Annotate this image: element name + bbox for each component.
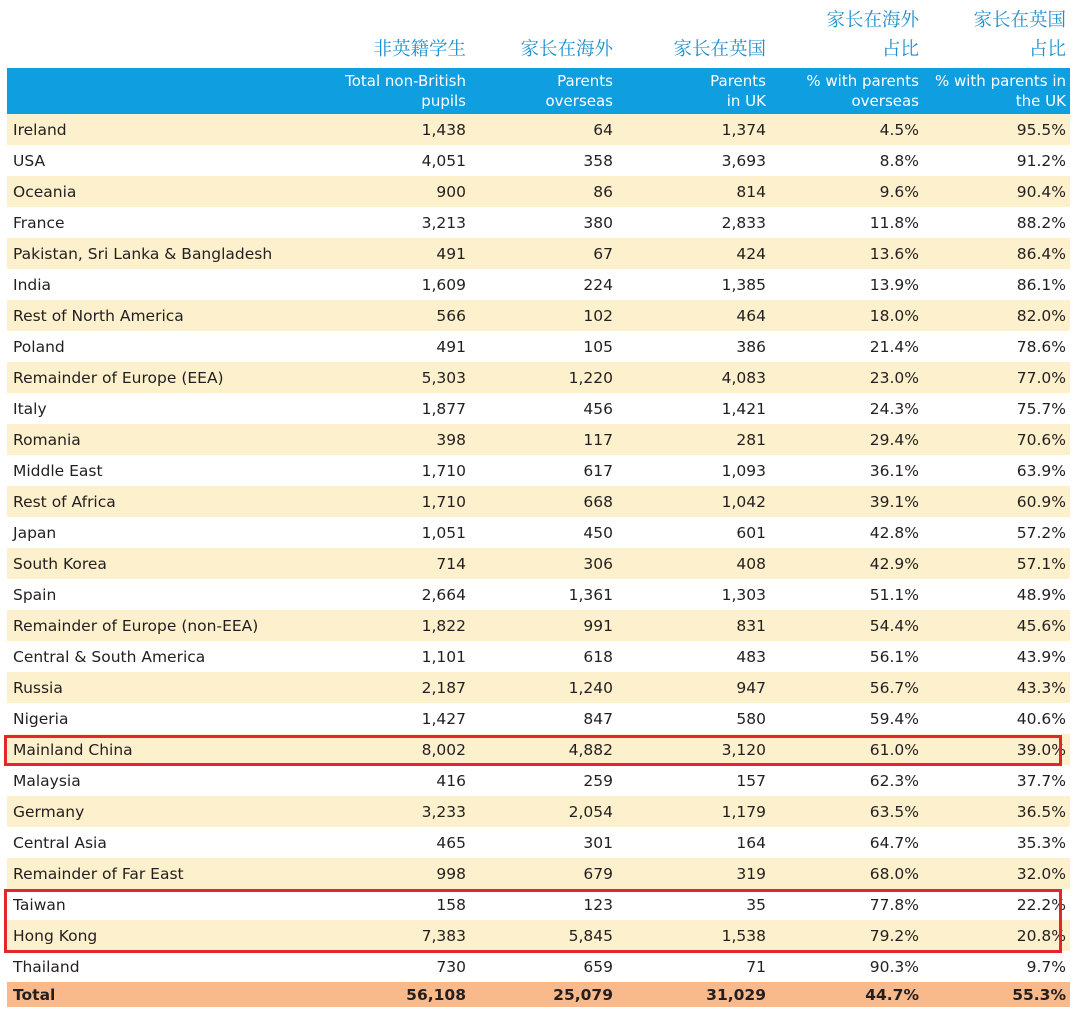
row-name: Germany <box>13 802 85 821</box>
row-pct-overseas: 8.8% <box>879 151 919 170</box>
row-pct-uk: 90.4% <box>1016 182 1066 201</box>
row-uk: 1,179 <box>721 802 766 821</box>
table-body <box>7 114 1070 982</box>
row-uk: 947 <box>736 678 766 697</box>
row-name: Malaysia <box>13 771 81 790</box>
row-uk: 831 <box>736 616 766 635</box>
row-uk: 71 <box>746 957 766 976</box>
row-uk: 408 <box>736 554 766 573</box>
row-overseas: 224 <box>583 275 613 294</box>
row-total: 465 <box>436 833 466 852</box>
row-pct-uk: 48.9% <box>1016 585 1066 604</box>
row-overseas: 668 <box>583 492 613 511</box>
row-name: Middle East <box>13 461 103 480</box>
table-row <box>7 610 1070 641</box>
row-overseas: 450 <box>583 523 613 542</box>
row-total: 1,609 <box>421 275 466 294</box>
row-pct-overseas: 62.3% <box>869 771 919 790</box>
table-row <box>7 765 1070 796</box>
row-uk: 3,693 <box>721 151 766 170</box>
row-total: 1,877 <box>421 399 466 418</box>
row-total: 1,101 <box>421 647 466 666</box>
row-name: Remainder of Europe (non-EEA) <box>13 616 259 635</box>
row-pct-overseas: 61.0% <box>869 740 919 759</box>
table-row <box>7 486 1070 517</box>
row-total: 7,383 <box>421 926 466 945</box>
row-pct-overseas: 64.7% <box>869 833 919 852</box>
table-row <box>7 858 1070 889</box>
row-name: Remainder of Far East <box>13 864 184 883</box>
row-uk: 601 <box>736 523 766 542</box>
row-pct-uk: 57.2% <box>1016 523 1066 542</box>
total-label: Total <box>13 985 56 1004</box>
row-name: Rest of Africa <box>13 492 116 511</box>
row-total: 1,051 <box>421 523 466 542</box>
row-uk: 3,120 <box>721 740 766 759</box>
row-pct-uk: 63.9% <box>1016 461 1066 480</box>
row-name: Remainder of Europe (EEA) <box>13 368 224 387</box>
row-name: Oceania <box>13 182 77 201</box>
row-pct-uk: 20.8% <box>1016 926 1066 945</box>
row-overseas: 306 <box>583 554 613 573</box>
row-overseas: 358 <box>583 151 613 170</box>
total-pct-uk: 55.3% <box>1012 985 1066 1004</box>
table-row <box>7 207 1070 238</box>
row-pct-uk: 35.3% <box>1016 833 1066 852</box>
row-total: 4,051 <box>421 151 466 170</box>
table-row <box>7 455 1070 486</box>
row-total: 3,233 <box>421 802 466 821</box>
row-total: 1,710 <box>421 461 466 480</box>
chinese-header-row <box>7 0 1070 68</box>
row-pct-uk: 75.7% <box>1016 399 1066 418</box>
table-row <box>7 889 1070 920</box>
row-overseas: 123 <box>583 895 613 914</box>
en-header-uk: Parents in UK <box>710 72 766 110</box>
table-row <box>7 951 1070 982</box>
row-total: 900 <box>436 182 466 201</box>
row-pct-overseas: 59.4% <box>869 709 919 728</box>
row-overseas: 380 <box>583 213 613 232</box>
row-overseas: 618 <box>583 647 613 666</box>
row-total: 491 <box>436 337 466 356</box>
table-row <box>7 672 1070 703</box>
row-pct-uk: 78.6% <box>1016 337 1066 356</box>
row-uk: 35 <box>746 895 766 914</box>
table-row <box>7 827 1070 858</box>
row-overseas: 2,054 <box>568 802 613 821</box>
row-pct-overseas: 90.3% <box>869 957 919 976</box>
row-total: 5,303 <box>421 368 466 387</box>
row-pct-uk: 88.2% <box>1016 213 1066 232</box>
row-name: Spain <box>13 585 57 604</box>
row-name: Pakistan, Sri Lanka & Bangladesh <box>13 244 273 263</box>
row-name: Mainland China <box>13 740 133 759</box>
row-overseas: 1,361 <box>568 585 613 604</box>
row-overseas: 617 <box>583 461 613 480</box>
row-uk: 4,083 <box>721 368 766 387</box>
row-total: 398 <box>436 430 466 449</box>
row-total: 566 <box>436 306 466 325</box>
pupils-table <box>7 0 1070 1007</box>
row-pct-overseas: 9.6% <box>879 182 919 201</box>
row-overseas: 4,882 <box>568 740 613 759</box>
row-uk: 157 <box>736 771 766 790</box>
row-uk: 281 <box>736 430 766 449</box>
row-pct-uk: 60.9% <box>1016 492 1066 511</box>
row-pct-overseas: 39.1% <box>869 492 919 511</box>
row-pct-overseas: 23.0% <box>869 368 919 387</box>
row-pct-uk: 95.5% <box>1016 120 1066 139</box>
en-header-total: Total non-British pupils <box>345 72 466 110</box>
row-pct-overseas: 79.2% <box>869 926 919 945</box>
row-pct-overseas: 63.5% <box>869 802 919 821</box>
row-name: Central Asia <box>13 833 107 852</box>
row-pct-uk: 82.0% <box>1016 306 1066 325</box>
row-total: 2,187 <box>421 678 466 697</box>
en-header-pct-uk: % with parents in the UK <box>934 72 1066 110</box>
table-row <box>7 796 1070 827</box>
row-name: France <box>13 213 65 232</box>
row-overseas: 86 <box>593 182 613 201</box>
table-row <box>7 703 1070 734</box>
row-uk: 1,421 <box>721 399 766 418</box>
row-pct-uk: 45.6% <box>1016 616 1066 635</box>
row-overseas: 679 <box>583 864 613 883</box>
total-pct-overseas: 44.7% <box>865 985 919 1004</box>
row-pct-uk: 70.6% <box>1016 430 1066 449</box>
row-name: Japan <box>13 523 57 542</box>
row-pct-overseas: 51.1% <box>869 585 919 604</box>
row-pct-overseas: 11.8% <box>869 213 919 232</box>
row-total: 158 <box>436 895 466 914</box>
row-name: Rest of North America <box>13 306 184 325</box>
table-row <box>7 393 1070 424</box>
row-total: 1,427 <box>421 709 466 728</box>
total-overseas: 25,079 <box>553 985 613 1004</box>
row-uk: 580 <box>736 709 766 728</box>
row-name: Central & South America <box>13 647 206 666</box>
cn-header-pct-uk: 家长在英国 占比 <box>973 10 1066 60</box>
row-overseas: 67 <box>593 244 613 263</box>
row-name: Ireland <box>13 120 67 139</box>
row-total: 998 <box>436 864 466 883</box>
cn-header-uk: 家长在英国 <box>673 39 766 60</box>
row-pct-overseas: 56.1% <box>869 647 919 666</box>
row-name: Russia <box>13 678 63 697</box>
row-name: Poland <box>13 337 65 356</box>
table-row <box>7 641 1070 672</box>
table-row <box>7 331 1070 362</box>
row-total: 416 <box>436 771 466 790</box>
row-pct-overseas: 4.5% <box>879 120 919 139</box>
row-pct-uk: 9.7% <box>1026 957 1066 976</box>
row-uk: 483 <box>736 647 766 666</box>
row-total: 491 <box>436 244 466 263</box>
table-row <box>7 300 1070 331</box>
row-total: 8,002 <box>421 740 466 759</box>
row-uk: 464 <box>736 306 766 325</box>
row-total: 1,710 <box>421 492 466 511</box>
row-total: 714 <box>436 554 466 573</box>
row-name: India <box>13 275 52 294</box>
row-overseas: 1,240 <box>568 678 613 697</box>
row-overseas: 301 <box>583 833 613 852</box>
row-name: South Korea <box>13 554 107 573</box>
row-total: 730 <box>436 957 466 976</box>
row-overseas: 259 <box>583 771 613 790</box>
row-pct-overseas: 13.6% <box>869 244 919 263</box>
row-pct-overseas: 13.9% <box>869 275 919 294</box>
row-pct-uk: 37.7% <box>1016 771 1066 790</box>
row-pct-uk: 43.9% <box>1016 647 1066 666</box>
table-row <box>7 114 1070 145</box>
row-name: Taiwan <box>13 895 66 914</box>
en-header-pct-overseas: % with parents overseas <box>806 72 919 110</box>
row-pct-uk: 86.4% <box>1016 244 1066 263</box>
english-header-row <box>7 68 1070 114</box>
row-uk: 1,538 <box>721 926 766 945</box>
row-overseas: 991 <box>583 616 613 635</box>
en-header-overseas: Parents overseas <box>545 72 613 110</box>
cn-header-overseas: 家长在海外 <box>520 39 613 60</box>
row-pct-uk: 40.6% <box>1016 709 1066 728</box>
row-uk: 319 <box>736 864 766 883</box>
row-name: Hong Kong <box>13 926 98 945</box>
total-row <box>7 982 1070 1007</box>
row-pct-uk: 32.0% <box>1016 864 1066 883</box>
row-name: Nigeria <box>13 709 69 728</box>
row-pct-uk: 77.0% <box>1016 368 1066 387</box>
row-pct-overseas: 36.1% <box>869 461 919 480</box>
table-row <box>7 579 1070 610</box>
row-pct-overseas: 42.9% <box>869 554 919 573</box>
row-pct-overseas: 42.8% <box>869 523 919 542</box>
row-pct-uk: 43.3% <box>1016 678 1066 697</box>
row-pct-uk: 36.5% <box>1016 802 1066 821</box>
table-row <box>7 362 1070 393</box>
total-uk: 31,029 <box>706 985 766 1004</box>
row-uk: 386 <box>736 337 766 356</box>
row-pct-overseas: 18.0% <box>869 306 919 325</box>
table-row <box>7 238 1070 269</box>
table-row <box>7 517 1070 548</box>
row-pct-uk: 57.1% <box>1016 554 1066 573</box>
row-pct-uk: 86.1% <box>1016 275 1066 294</box>
row-pct-overseas: 54.4% <box>869 616 919 635</box>
row-pct-overseas: 24.3% <box>869 399 919 418</box>
row-total: 1,822 <box>421 616 466 635</box>
row-overseas: 105 <box>583 337 613 356</box>
row-overseas: 847 <box>583 709 613 728</box>
row-pct-uk: 22.2% <box>1016 895 1066 914</box>
row-name: Thailand <box>13 957 80 976</box>
row-pct-overseas: 21.4% <box>869 337 919 356</box>
row-overseas: 117 <box>583 430 613 449</box>
row-pct-overseas: 29.4% <box>869 430 919 449</box>
table-row <box>7 176 1070 207</box>
row-overseas: 5,845 <box>568 926 613 945</box>
table-row <box>7 424 1070 455</box>
row-pct-uk: 91.2% <box>1016 151 1066 170</box>
cn-header-pct-overseas: 家长在海外 占比 <box>826 10 919 60</box>
row-pct-overseas: 68.0% <box>869 864 919 883</box>
row-total: 1,438 <box>421 120 466 139</box>
row-uk: 814 <box>736 182 766 201</box>
table-row <box>7 734 1070 765</box>
table-row <box>7 920 1070 951</box>
row-pct-overseas: 56.7% <box>869 678 919 697</box>
row-uk: 164 <box>736 833 766 852</box>
row-uk: 1,385 <box>721 275 766 294</box>
total-pupils: 56,108 <box>406 985 466 1004</box>
row-name: Romania <box>13 430 81 449</box>
row-overseas: 102 <box>583 306 613 325</box>
cn-header-total: 非英籍学生 <box>373 39 466 60</box>
row-overseas: 456 <box>583 399 613 418</box>
row-uk: 1,374 <box>721 120 766 139</box>
row-name: USA <box>13 151 46 170</box>
row-overseas: 659 <box>583 957 613 976</box>
row-uk: 424 <box>736 244 766 263</box>
row-uk: 1,303 <box>721 585 766 604</box>
table-row <box>7 548 1070 579</box>
row-total: 2,664 <box>421 585 466 604</box>
row-overseas: 1,220 <box>568 368 613 387</box>
table-row <box>7 145 1070 176</box>
table-row <box>7 269 1070 300</box>
row-pct-overseas: 77.8% <box>869 895 919 914</box>
row-name: Italy <box>13 399 47 418</box>
row-total: 3,213 <box>421 213 466 232</box>
row-uk: 1,093 <box>721 461 766 480</box>
row-uk: 2,833 <box>721 213 766 232</box>
row-overseas: 64 <box>593 120 613 139</box>
row-uk: 1,042 <box>721 492 766 511</box>
row-pct-uk: 39.0% <box>1016 740 1066 759</box>
